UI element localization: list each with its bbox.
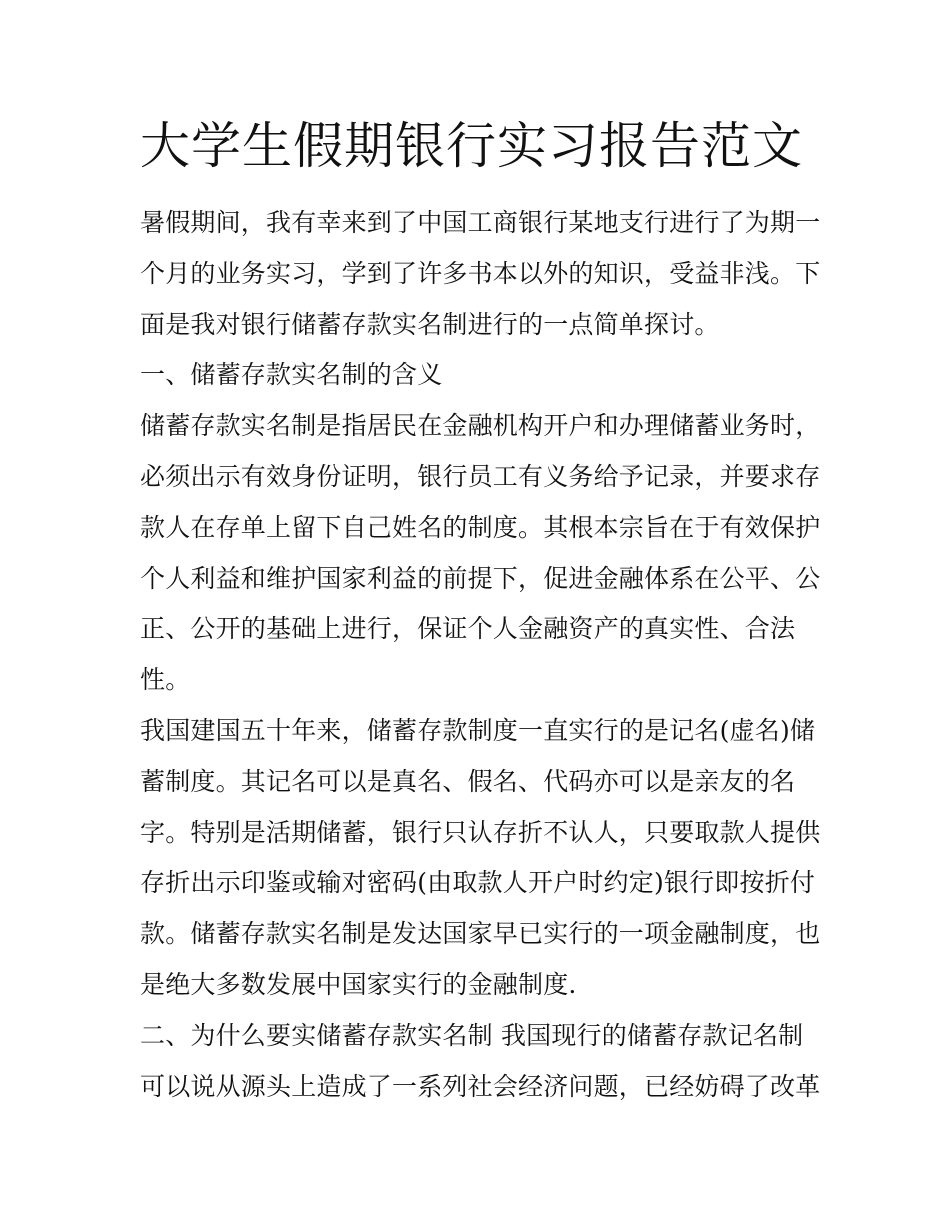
body-line: 是绝大多数发展中国家实行的金融制度. xyxy=(140,970,577,999)
body-line: 面是我对银行储蓄存款实名制进行的一点简单探讨。 xyxy=(140,310,720,339)
body-line: 必须出示有效身份证明，银行员工有义务给予记录，并要求存 xyxy=(140,462,821,491)
body-line: 性。 xyxy=(140,665,191,694)
body-line: 可以说从源头上造成了一系列社会经济问题，已经妨碍了改革 xyxy=(140,1072,821,1101)
document-title: 大学生假期银行实习报告范文 xyxy=(140,117,803,175)
section-heading: 二、为什么要实储蓄存款实名制 我国现行的储蓄存款记名制 xyxy=(140,1021,804,1050)
body-line: 款。储蓄存款实名制是发达国家早已实行的一项金融制度，也 xyxy=(140,919,821,948)
body-line: 个人利益和维护国家利益的前提下，促进金融体系在公平、公 xyxy=(140,564,821,593)
body-line: 个月的业务实习，学到了许多书本以外的知识，受益非浅。下 xyxy=(140,259,821,288)
body-line: 暑假期间，我有幸来到了中国工商银行某地支行进行了为期一 xyxy=(140,208,821,237)
body-line: 正、公开的基础上进行，保证个人金融资产的真实性、合法 xyxy=(140,614,796,643)
body-line: 款人在存单上留下自己姓名的制度。其根本宗旨在于有效保护 xyxy=(140,513,821,542)
body-line: 字。特别是活期储蓄，银行只认存折不认人，只要取款人提供 xyxy=(140,818,821,847)
section-heading: 一、储蓄存款实名制的含义 xyxy=(140,360,443,389)
body-line: 蓄制度。其记名可以是真名、假名、代码亦可以是亲友的名 xyxy=(140,767,796,796)
body-line: 我国建国五十年来，储蓄存款制度一直实行的是记名(虚名)储 xyxy=(140,716,816,745)
body-line: 存折出示印鉴或输对密码(由取款人开户时约定)银行即按折付 xyxy=(140,868,816,897)
body-line: 储蓄存款实名制是指居民在金融机构开户和办理储蓄业务时， xyxy=(140,411,821,440)
